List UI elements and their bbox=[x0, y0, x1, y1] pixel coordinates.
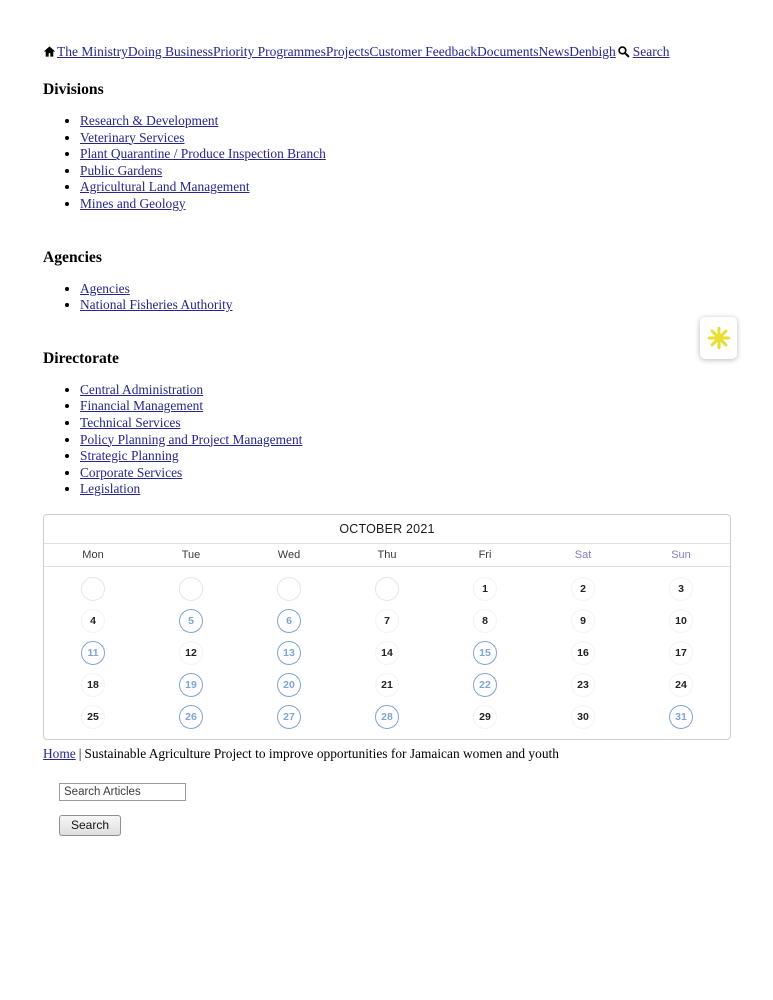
calendar-cell bbox=[534, 669, 632, 701]
calendar-cell bbox=[142, 701, 240, 733]
calendar-event-day-5[interactable]: 5 bbox=[179, 609, 203, 633]
list-item bbox=[80, 481, 773, 498]
calendar-day-30: 30 bbox=[571, 705, 595, 729]
calendar-event-day-28[interactable]: 28 bbox=[375, 705, 399, 729]
calendar-cell bbox=[632, 701, 730, 733]
calendar-cell bbox=[142, 573, 240, 605]
calendar-day-18: 18 bbox=[81, 673, 105, 697]
nav-search-toggle[interactable] bbox=[616, 44, 630, 59]
calendar-day-10: 10 bbox=[669, 609, 693, 633]
weekday-thu: Thu bbox=[377, 548, 397, 561]
link-plant-quarantine-produce-inspection-branch[interactable]: Plant Quarantine / Produce Inspection Branch bbox=[80, 146, 326, 162]
nav-link-customer-feedback[interactable]: Customer Feedback bbox=[369, 44, 477, 59]
list-item bbox=[80, 398, 773, 415]
article-search-button[interactable]: Search bbox=[59, 815, 121, 836]
calendar-cell bbox=[632, 637, 730, 669]
calendar-day-23: 23 bbox=[571, 673, 595, 697]
list-item bbox=[80, 281, 773, 298]
calendar-day-17: 17 bbox=[669, 641, 693, 665]
calendar-day-2: 2 bbox=[571, 577, 595, 601]
weekday-fri: Fri bbox=[478, 548, 492, 561]
link-agencies[interactable]: Agencies bbox=[80, 280, 130, 296]
nav-link-denbigh[interactable]: Denbigh bbox=[569, 44, 616, 59]
link-financial-management[interactable]: Financial Management bbox=[80, 398, 204, 414]
list-item bbox=[80, 179, 773, 196]
list-item bbox=[80, 113, 773, 130]
calendar-cell bbox=[44, 637, 142, 669]
page-title: Sustainable Agriculture Project to improve opportunities for Jamaican women and youth bbox=[84, 745, 559, 761]
calendar-cell bbox=[632, 669, 730, 701]
nav-link-the-ministry[interactable]: The Ministry bbox=[57, 44, 128, 59]
calendar-cell bbox=[142, 669, 240, 701]
calendar-day-21: 21 bbox=[375, 673, 399, 697]
calendar-cell bbox=[240, 669, 338, 701]
link-research-development[interactable]: Research & Development bbox=[80, 113, 219, 128]
calendar-cell bbox=[534, 637, 632, 669]
list-item bbox=[80, 465, 773, 482]
calendar-event-day-20[interactable]: 20 bbox=[277, 673, 301, 697]
calendar-cell bbox=[534, 605, 632, 637]
link-agricultural-land-management[interactable]: Agricultural Land Management bbox=[80, 179, 250, 195]
top-nav bbox=[43, 44, 773, 60]
home-link[interactable] bbox=[43, 44, 57, 59]
weekday-mon: Mon bbox=[82, 548, 104, 561]
breadcrumb-home-link[interactable]: Home bbox=[43, 745, 76, 761]
nav-search-link[interactable]: Search bbox=[632, 44, 670, 59]
calendar-event-day-6[interactable]: 6 bbox=[277, 609, 301, 633]
link-legislation[interactable]: Legislation bbox=[80, 481, 141, 497]
calendar-cell bbox=[44, 701, 142, 733]
calendar-cell bbox=[436, 669, 534, 701]
breadcrumb bbox=[43, 746, 773, 762]
list-item bbox=[80, 448, 773, 465]
calendar-empty-day bbox=[375, 577, 399, 601]
calendar-empty-day bbox=[81, 577, 105, 601]
nav-link-projects[interactable]: Projects bbox=[325, 44, 370, 59]
section-list-agencies bbox=[43, 281, 773, 314]
section-heading-directorate: Directorate bbox=[43, 349, 119, 367]
nav-link-doing-business[interactable]: Doing Business bbox=[127, 44, 214, 59]
weekday-tue: Tue bbox=[181, 548, 201, 561]
calendar-event-day-13[interactable]: 13 bbox=[277, 641, 301, 665]
calendar-cell bbox=[436, 701, 534, 733]
calendar-event-day-31[interactable]: 31 bbox=[669, 705, 693, 729]
list-item bbox=[80, 432, 773, 449]
calendar-event-day-27[interactable]: 27 bbox=[277, 705, 301, 729]
calendar-event-day-11[interactable]: 11 bbox=[81, 641, 105, 665]
list-item bbox=[80, 297, 773, 314]
weekday-sun: Sun bbox=[671, 548, 691, 561]
calendar-cell bbox=[240, 573, 338, 605]
weekday-sat: Sat bbox=[574, 548, 592, 561]
calendar-cell bbox=[44, 573, 142, 605]
calendar-cell bbox=[44, 605, 142, 637]
article-search-input[interactable] bbox=[59, 783, 186, 801]
calendar-cell bbox=[338, 701, 436, 733]
nav-links bbox=[57, 44, 616, 59]
link-national-fisheries-authority[interactable]: National Fisheries Authority bbox=[80, 297, 233, 313]
list-item bbox=[80, 196, 773, 213]
list-item bbox=[80, 382, 773, 399]
calendar-event-day-19[interactable]: 19 bbox=[179, 673, 203, 697]
content-sections bbox=[43, 81, 773, 498]
calendar-cell bbox=[436, 637, 534, 669]
list-item bbox=[80, 146, 773, 163]
calendar-cell bbox=[142, 637, 240, 669]
calendar-event-day-26[interactable]: 26 bbox=[179, 705, 203, 729]
link-policy-planning-and-project-management[interactable]: Policy Planning and Project Management bbox=[80, 431, 303, 447]
calendar-day-8: 8 bbox=[473, 609, 497, 633]
calendar-cell bbox=[436, 605, 534, 637]
list-item bbox=[80, 163, 773, 180]
calendar-cell bbox=[338, 605, 436, 637]
section-list-directorate bbox=[43, 382, 773, 498]
breadcrumb-separator: | bbox=[78, 745, 82, 761]
accessibility-asterisk-icon bbox=[707, 326, 731, 350]
nav-link-priority-programmes[interactable]: Priority Programmes bbox=[213, 44, 326, 59]
calendar-event-day-15[interactable]: 15 bbox=[473, 641, 497, 665]
calendar-cell bbox=[338, 669, 436, 701]
accessibility-widget-button[interactable] bbox=[700, 317, 737, 359]
calendar-empty-day bbox=[277, 577, 301, 601]
home-icon bbox=[43, 45, 56, 58]
weekday-wed: Wed bbox=[277, 548, 301, 561]
calendar-cell bbox=[338, 573, 436, 605]
calendar-day-25: 25 bbox=[81, 705, 105, 729]
list-item bbox=[80, 415, 773, 432]
calendar-grid bbox=[44, 567, 730, 739]
calendar-day-9: 9 bbox=[571, 609, 595, 633]
link-public-gardens[interactable]: Public Gardens bbox=[80, 162, 163, 178]
calendar-day-12: 12 bbox=[179, 641, 203, 665]
calendar-day-24: 24 bbox=[669, 673, 693, 697]
nav-link-news[interactable]: News bbox=[538, 44, 570, 59]
link-corporate-services[interactable]: Corporate Services bbox=[80, 464, 183, 480]
link-strategic-planning[interactable]: Strategic Planning bbox=[80, 448, 179, 464]
calendar-day-7: 7 bbox=[375, 609, 399, 633]
list-item bbox=[80, 130, 773, 147]
calendar-empty-day bbox=[179, 577, 203, 601]
calendar-day-16: 16 bbox=[571, 641, 595, 665]
calendar-cell bbox=[44, 669, 142, 701]
section-heading-agencies: Agencies bbox=[43, 248, 102, 266]
events-calendar bbox=[43, 514, 731, 740]
search-icon bbox=[617, 45, 630, 58]
calendar-cell bbox=[632, 573, 730, 605]
calendar-cell bbox=[534, 701, 632, 733]
link-mines-and-geology[interactable]: Mines and Geology bbox=[80, 195, 186, 211]
calendar-day-29: 29 bbox=[473, 705, 497, 729]
nav-link-documents[interactable]: Documents bbox=[477, 44, 539, 59]
calendar-cell bbox=[240, 605, 338, 637]
calendar-event-day-22[interactable]: 22 bbox=[473, 673, 497, 697]
calendar-day-3: 3 bbox=[669, 577, 693, 601]
link-central-administration[interactable]: Central Administration bbox=[80, 381, 204, 397]
calendar-cell bbox=[338, 637, 436, 669]
calendar-cell bbox=[142, 605, 240, 637]
section-list-divisions bbox=[43, 113, 773, 213]
calendar-day-4: 4 bbox=[81, 609, 105, 633]
calendar-day-14: 14 bbox=[375, 641, 399, 665]
calendar-cell bbox=[436, 573, 534, 605]
calendar-cell bbox=[534, 573, 632, 605]
calendar-title: OCTOBER 2021 bbox=[44, 515, 730, 544]
link-veterinary-services[interactable]: Veterinary Services bbox=[80, 129, 185, 145]
calendar-cell bbox=[240, 637, 338, 669]
calendar-day-1: 1 bbox=[473, 577, 497, 601]
calendar-cell bbox=[632, 605, 730, 637]
section-heading-divisions: Divisions bbox=[43, 81, 104, 98]
link-technical-services[interactable]: Technical Services bbox=[80, 414, 181, 430]
calendar-cell bbox=[240, 701, 338, 733]
calendar-weekdays bbox=[44, 544, 730, 567]
